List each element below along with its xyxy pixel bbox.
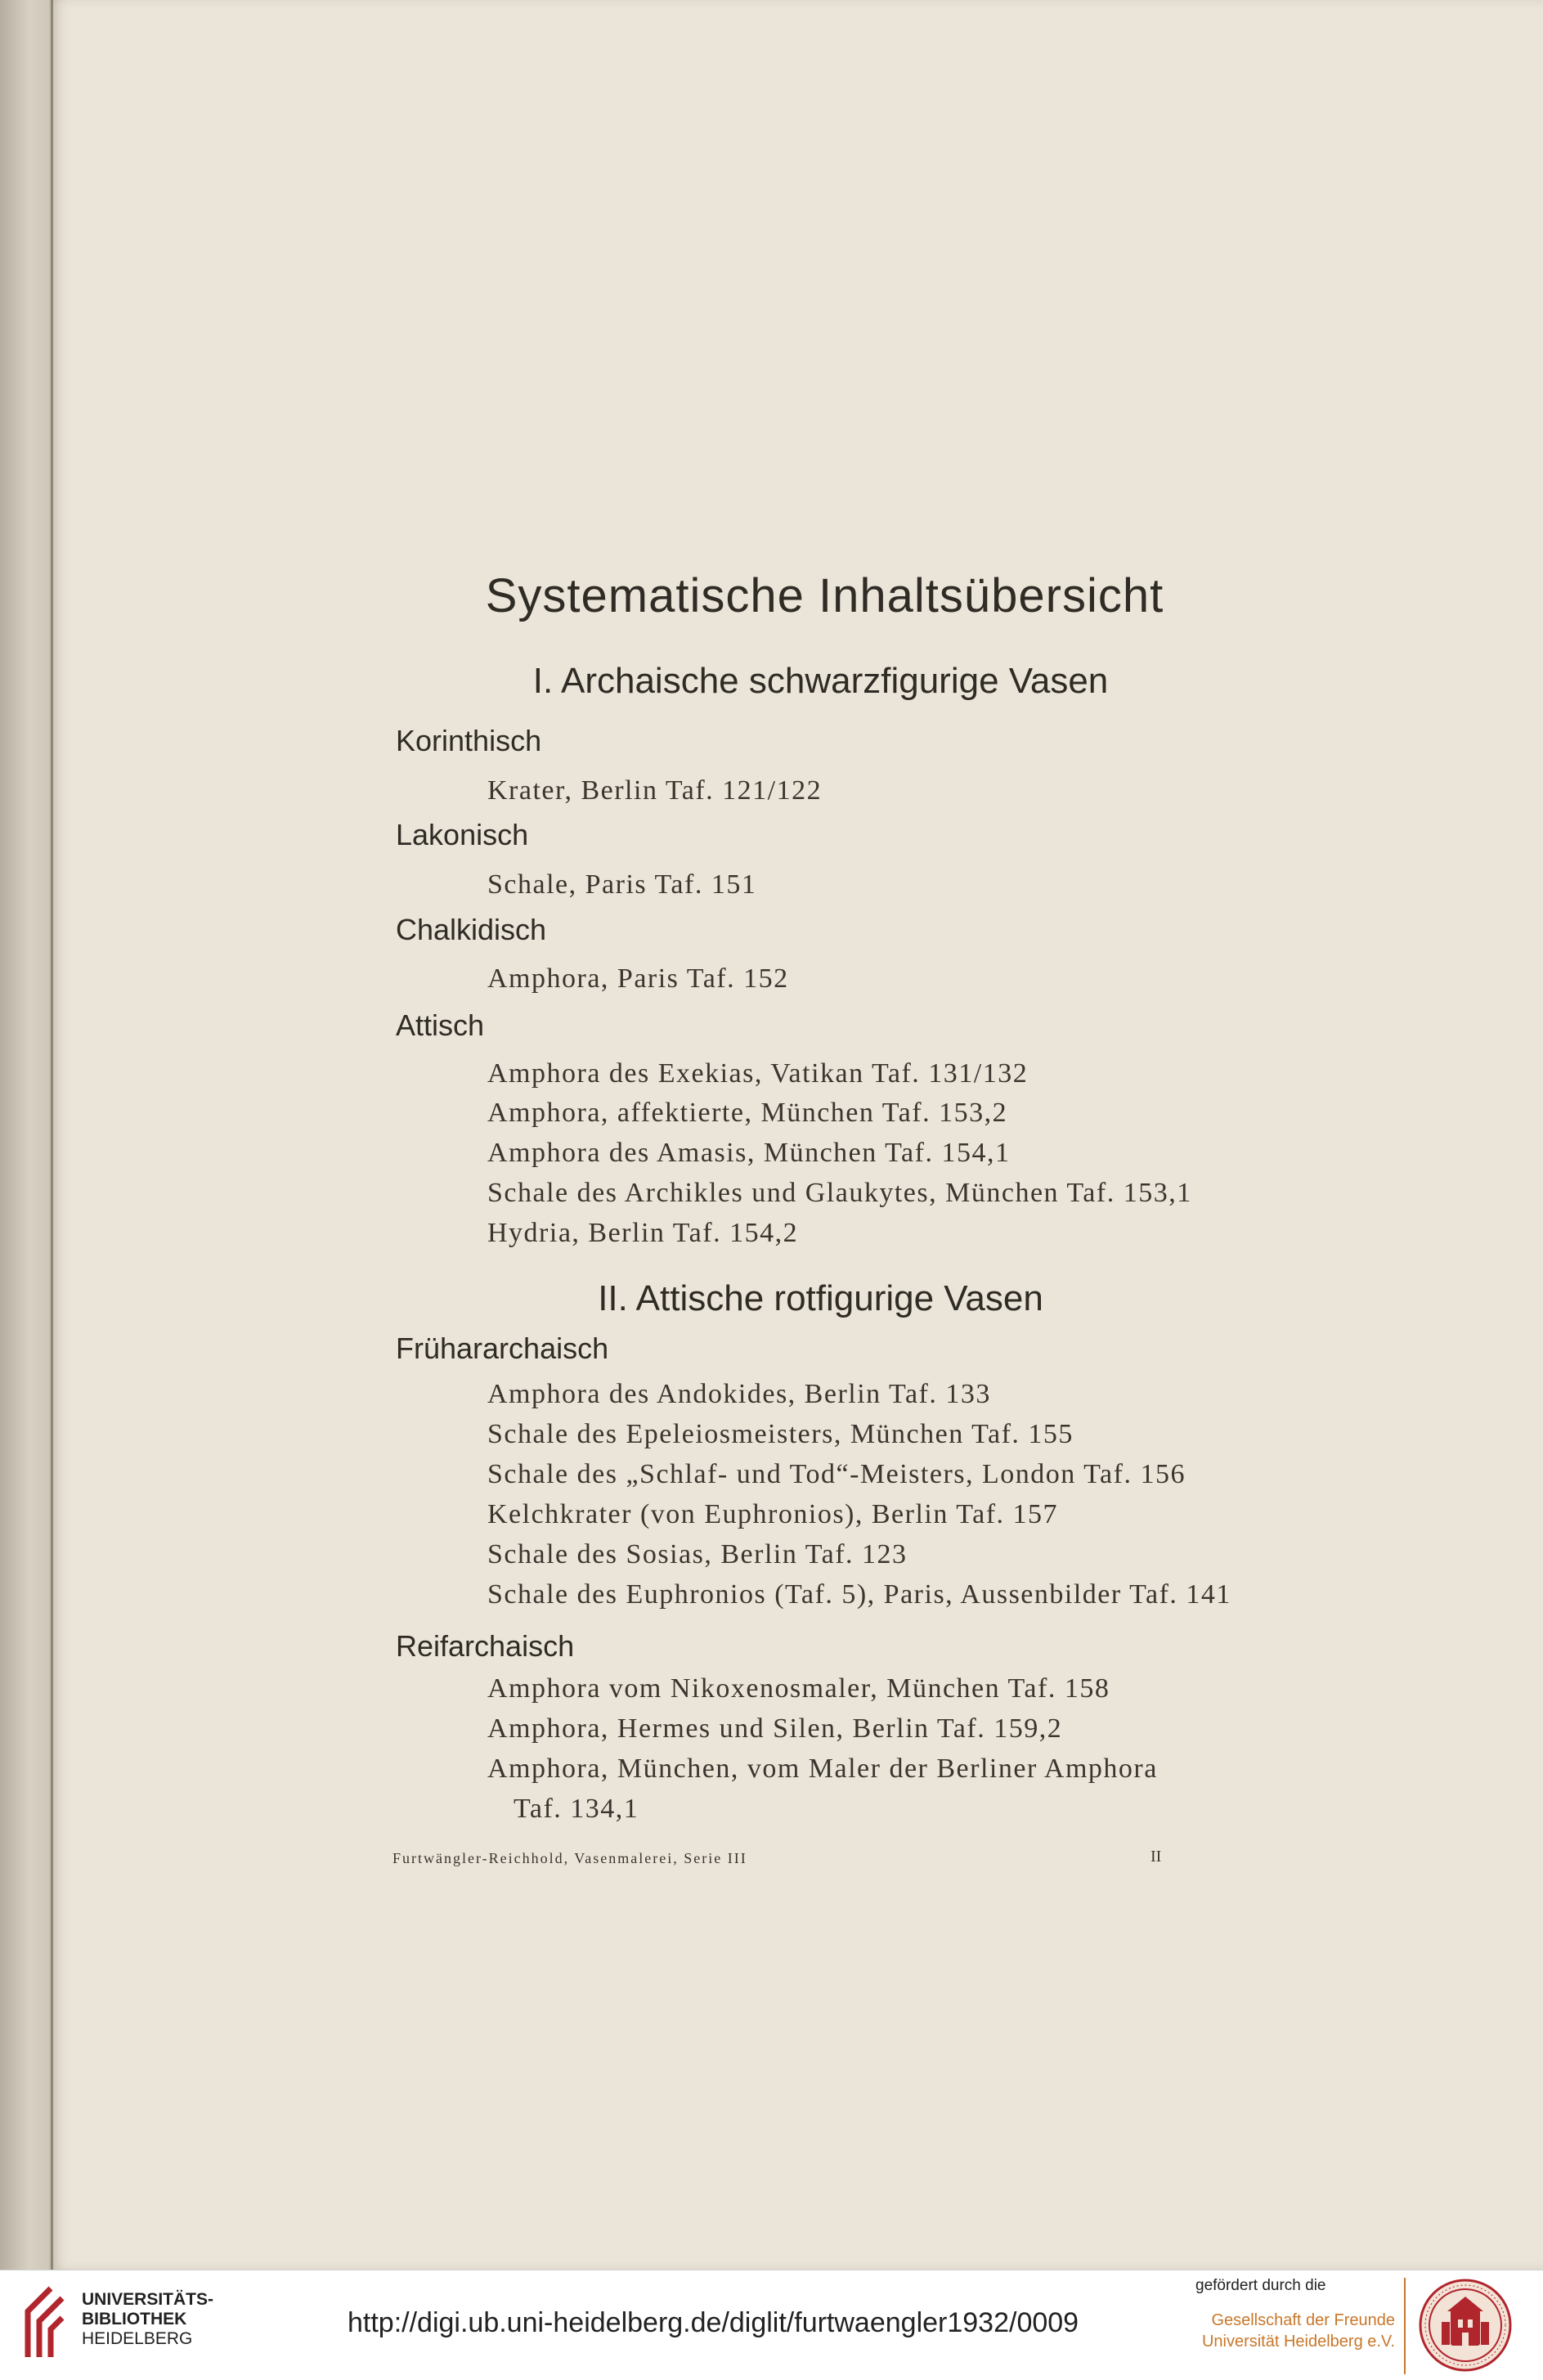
entry: Amphora, München, vom Maler der Berliner Amphora bbox=[487, 1754, 1158, 1784]
university-seal-icon bbox=[1417, 2277, 1514, 2373]
category-chalkidisch: Chalkidisch bbox=[396, 913, 547, 946]
entry: Schale des Euphronios (Taf. 5), Paris, Aussenbilder Taf. 141 bbox=[487, 1579, 1231, 1610]
category-attisch: Attisch bbox=[396, 1008, 485, 1042]
category-lakonisch: Lakonisch bbox=[396, 818, 529, 851]
page-footer-source: Furtwängler-Reichhold, Vasenmalerei, Serie III bbox=[392, 1850, 747, 1866]
entry: Schale, Paris Taf. 151 bbox=[487, 869, 757, 900]
category-korinthisch: Korinthisch bbox=[396, 724, 542, 757]
entry: Kelchkrater (von Euphronios), Berlin Taf. 157 bbox=[487, 1499, 1059, 1529]
sponsor-intro: gefördert durch die bbox=[1195, 2277, 1326, 2294]
book-spine bbox=[0, 0, 49, 2270]
entry: Amphora, Hermes und Silen, Berlin Taf. 159,2 bbox=[487, 1713, 1063, 1744]
entry: Schale des Archikles und Glaukytes, München Taf. 153,1 bbox=[487, 1178, 1192, 1208]
library-name-line: HEIDELBERG bbox=[82, 2329, 193, 2348]
entry: Amphora des Andokides, Berlin Taf. 133 bbox=[487, 1379, 991, 1409]
page-number: II bbox=[1151, 1848, 1162, 1866]
entry: Schale des Epeleiosmeisters, München Taf. 155 bbox=[487, 1419, 1074, 1449]
entry: Amphora des Amasis, München Taf. 154,1 bbox=[487, 1138, 1011, 1168]
library-name-line: UNIVERSITÄTS- bbox=[82, 2290, 214, 2309]
sponsor-name-line: Gesellschaft der Freunde bbox=[1211, 2311, 1395, 2329]
entry: Amphora des Exekias, Vatikan Taf. 131/132 bbox=[487, 1058, 1029, 1089]
entry-continuation: Taf. 134,1 bbox=[514, 1794, 639, 1824]
sponsor-name[interactable] bbox=[1192, 2310, 1395, 2352]
page-title: Systematische Inhaltsübersicht bbox=[485, 569, 1164, 622]
category-reifarchaisch: Reifarchaisch bbox=[396, 1629, 575, 1663]
ub-heidelberg-logo-icon[interactable] bbox=[18, 2282, 69, 2364]
permalink-url[interactable]: http://digi.ub.uni-heidelberg.de/diglit/furtwaengler1932/0009 bbox=[348, 2307, 1079, 2338]
scanned-page bbox=[49, 0, 1543, 2270]
sponsor-name-line: Universität Heidelberg e.V. bbox=[1201, 2333, 1395, 2351]
entry: Amphora, Paris Taf. 152 bbox=[487, 963, 789, 994]
library-name-line: BIBLIOTHEK bbox=[82, 2310, 187, 2328]
entry: Schale des Sosias, Berlin Taf. 123 bbox=[487, 1539, 908, 1569]
entry: Amphora, affektierte, München Taf. 153,2 bbox=[487, 1098, 1008, 1128]
entry: Krater, Berlin Taf. 121/122 bbox=[487, 775, 823, 806]
section-heading-2: II. Attische rotfigurige Vasen bbox=[598, 1278, 1043, 1318]
library-name bbox=[82, 2290, 213, 2349]
section-heading-1: I. Archaische schwarzfigurige Vasen bbox=[532, 661, 1109, 701]
entry: Amphora vom Nikoxenosmaler, München Taf. 158 bbox=[487, 1673, 1110, 1704]
gutter-line bbox=[51, 0, 53, 2270]
sponsor-divider bbox=[1404, 2278, 1406, 2374]
entry: Schale des „Schlaf- und Tod“-Meisters, London Taf. 156 bbox=[487, 1459, 1186, 1489]
entry: Hydria, Berlin Taf. 154,2 bbox=[487, 1218, 799, 1248]
category-fruharchaisch: Frühararchaisch bbox=[396, 1331, 609, 1365]
